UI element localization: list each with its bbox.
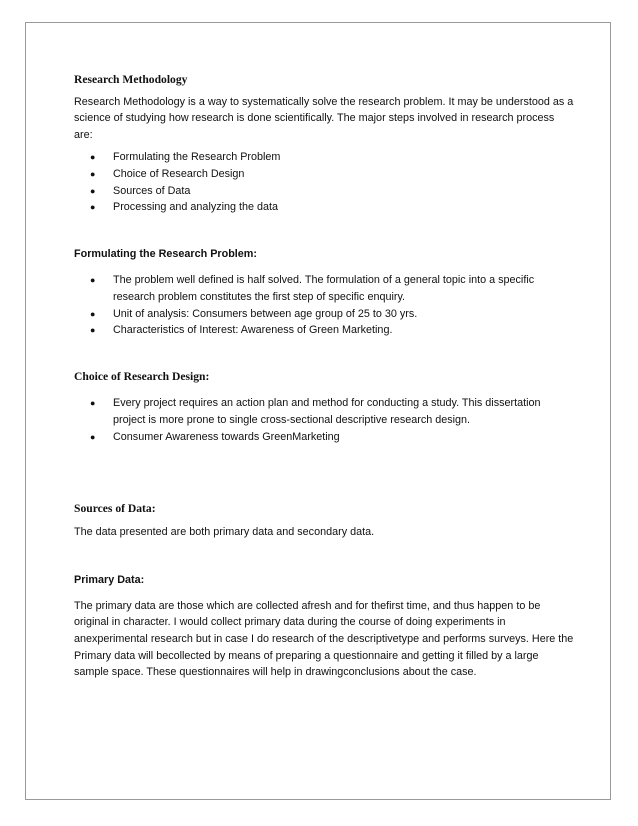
heading-research-methodology: Research Methodology bbox=[74, 73, 188, 86]
research-methodology-text: Research Methodology is a way to systematically solve the research problem. It may be understood as a science of studying how research is done scientifically. The major steps involved in research process are: bbox=[74, 95, 574, 141]
bullet-icon: ● bbox=[90, 185, 96, 196]
bullet-icon: ● bbox=[90, 325, 96, 336]
document-content bbox=[74, 72, 574, 681]
bullet-icon: ● bbox=[90, 308, 96, 319]
formulating-list bbox=[74, 272, 574, 338]
list-item: ● Every project requires an action plan and method for conducting a study. This dissertation project is more prone to single cross-sectional descriptive research design. bbox=[90, 397, 541, 426]
heading-primary-data: Primary Data: bbox=[74, 574, 145, 587]
bullet-icon: ● bbox=[90, 398, 96, 409]
list-item: ● Sources of Data bbox=[74, 183, 574, 200]
list-item: ● Processing and analyzing the data bbox=[74, 199, 574, 216]
list-item: ● Characteristics of Interest: Awareness of Green Marketing. bbox=[74, 322, 574, 339]
bullet-icon: ● bbox=[90, 202, 96, 213]
list-item: ● The problem well defined is half solved. The formulation of a general topic into a specific research problem constitutes the first step of specific enquiry. bbox=[90, 274, 535, 303]
primary-data-text: The primary data are those which are collected afresh and for thefirst time, and thus happen to be original in character. I would collect primary data during the course of doing experiments in anexperimental research but in case I do research of the descriptivetype and performs surveys. Here the Primary data will becollected by means of preparing a questionnaire and getting it filled by a large sample space. These questionnaires will help in drawingconclusions about the case. bbox=[74, 599, 574, 679]
research-steps-list bbox=[74, 149, 574, 215]
bullet-icon: ● bbox=[90, 431, 96, 442]
bullet-icon: ● bbox=[90, 168, 96, 179]
list-item: ● Formulating the Research Problem bbox=[74, 149, 574, 166]
bullet-icon: ● bbox=[90, 152, 96, 163]
heading-choice: Choice of Research Design: bbox=[74, 369, 210, 383]
heading-formulating: Formulating the Research Problem: bbox=[74, 247, 257, 260]
heading-sources: Sources of Data: bbox=[74, 502, 156, 516]
list-item: ● Consumer Awareness towards GreenMarketing bbox=[74, 429, 574, 446]
sources-text: The data presented are both primary data and secondary data. bbox=[74, 525, 375, 538]
list-item: ● Choice of Research Design bbox=[74, 166, 574, 183]
list-item: ● Unit of analysis: Consumers between age group of 25 to 30 yrs. bbox=[74, 306, 574, 323]
bullet-icon: ● bbox=[90, 275, 96, 286]
choice-list bbox=[74, 395, 574, 445]
